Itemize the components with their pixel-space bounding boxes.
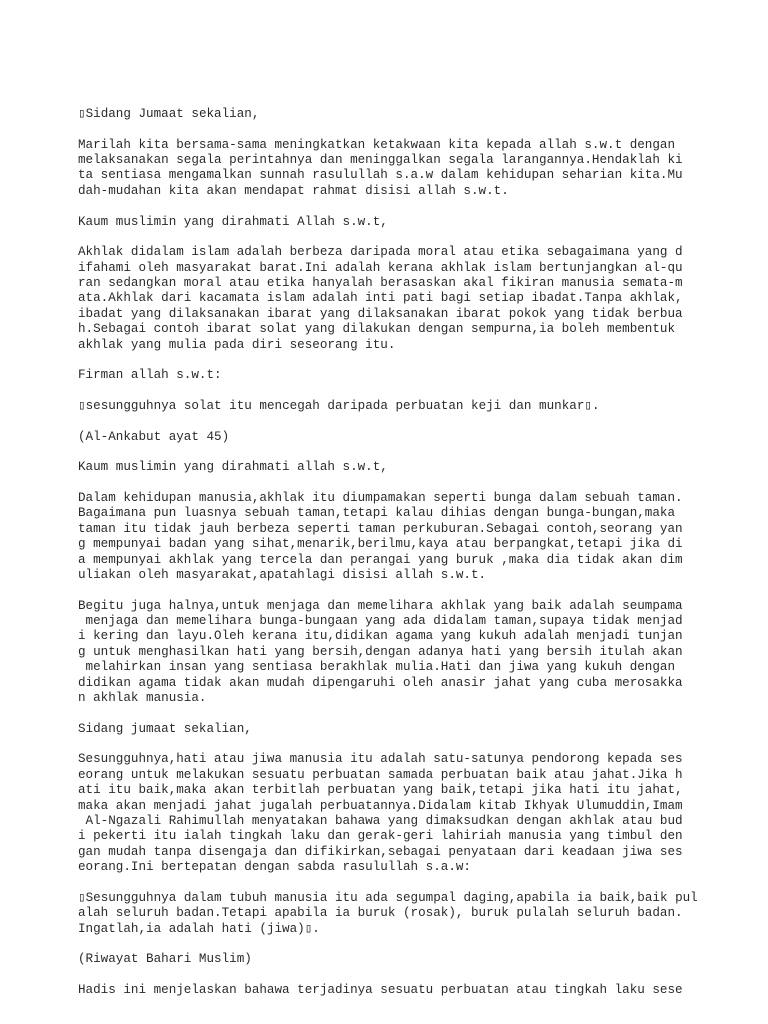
paragraph <box>78 460 758 475</box>
text-line: g untuk menghasilkan hati yang bersih,dengan adanya hati yang bersih itulah akan <box>78 644 683 659</box>
text-line: ata.Akhlak dari kacamata islam adalah inti pati bagi setiap ibadat.Tanpa akhlak, <box>78 291 683 306</box>
text-line: Kaum muslimin yang dirahmati allah s.w.t, <box>78 460 388 475</box>
paragraph-gap <box>78 445 758 460</box>
paragraph <box>78 599 758 707</box>
paragraph-gap <box>78 937 758 952</box>
text-line: melahirkan insan yang sentiasa berakhlak mulia.Hati dan jiwa yang kukuh dengan <box>78 660 676 675</box>
text-line: akhlak yang mulia pada diri seseorang itu. <box>78 337 396 352</box>
paragraph <box>78 983 758 998</box>
text-line: melaksanakan segala perintahnya dan meninggalkan segala larangannya.Hendaklah ki <box>78 153 683 168</box>
paragraph-gap <box>78 737 758 752</box>
text-line: ifahami oleh masyarakat barat.Ini adalah kerana akhlak islam bertunjangkan al-qu <box>78 260 683 275</box>
paragraph-gap <box>78 876 758 891</box>
text-line: ta sentiasa mengamalkan sunnah rasulullah s.a.w dalam kehidupan seharian kita.Mu <box>78 168 683 183</box>
text-line: Dalam kehidupan manusia,akhlak itu diumpamakan seperti bunga dalam sebuah taman. <box>78 491 683 506</box>
paragraph <box>78 215 758 230</box>
text-line: dah-mudahan kita akan mendapat rahmat disisi allah s.w.t. <box>78 183 509 198</box>
text-line: ▯Sidang Jumaat sekalian, <box>78 107 260 121</box>
paragraph-gap <box>78 968 758 983</box>
text-line: uliakan oleh masyarakat,apatahlagi disisi allah s.w.t. <box>78 567 487 582</box>
paragraph-gap <box>78 384 758 399</box>
paragraph <box>78 430 758 445</box>
text-line: menjaga dan memelihara bunga-bungaan yang ada didalam taman,supaya tidak menjad <box>78 614 683 629</box>
text-line: Akhlak didalam islam adalah berbeza daripada moral atau etika sebagaimana yang d <box>78 245 683 260</box>
paragraph <box>78 138 758 200</box>
text-line: gan mudah tanpa disengaja dan difikirkan,sebagai penyataan dari keadaan jiwa ses <box>78 844 683 859</box>
text-line: Marilah kita bersama-sama meningkatkan ketakwaan kita kepada allah s.w.t dengan <box>78 137 676 152</box>
text-line: taman itu tidak jauh berbeza seperti taman perkuburan.Sebagai contoh,seorang yan <box>78 521 683 536</box>
text-line: g mempunyai badan yang sihat,menarik,berilmu,kaya atau berpangkat,tetapi jika di <box>78 537 683 552</box>
text-line: (Al-Ankabut ayat 45) <box>78 429 230 444</box>
text-line: Sesungguhnya,hati atau jiwa manusia itu adalah satu-satunya pendorong kepada ses <box>78 752 683 767</box>
text-line: i pekerti itu ialah tingkah laku dan gerak-geri lahiriah manusia yang timbul den <box>78 829 683 844</box>
text-line: maka akan menjadi jahat jugalah perbuatannya.Didalam kitab Ikhyak Ulumuddin,Imam <box>78 798 683 813</box>
text-line: Ingatlah,ia adalah hati (jiwa)▯. <box>78 921 320 936</box>
paragraph-gap <box>78 583 758 598</box>
paragraph <box>78 491 758 583</box>
text-line: eorang.Ini bertepatan dengan sabda rasulullah s.a.w: <box>78 860 471 875</box>
text-line: n akhlak manusia. <box>78 691 207 705</box>
paragraph <box>78 722 758 737</box>
text-line: ati itu baik,maka akan terbitlah perbuatan yang baik,tetapi jika hati itu jahat, <box>78 783 683 798</box>
text-line: ibadat yang dilaksanakan ibarat yang dilaksanakan ibarat pokok yang tidak berbua <box>78 306 683 321</box>
paragraph-gap <box>78 414 758 429</box>
paragraph <box>78 245 758 353</box>
text-line: Al-Ngazali Rahimullah menyatakan bahawa yang dimaksudkan dengan akhlak atau bud <box>78 813 683 828</box>
document-body <box>78 107 758 998</box>
text-line: Bagaimana pun luasnya sebuah taman,tetapi kalau dihias dengan bunga-bungan,maka <box>78 506 676 521</box>
text-line: eorang untuk melakukan sesuatu perbuatan samada perbuatan baik atau jahat.Jika h <box>78 767 683 782</box>
paragraph-gap <box>78 476 758 491</box>
text-line: Kaum muslimin yang dirahmati Allah s.w.t, <box>78 214 388 229</box>
paragraph <box>78 891 758 937</box>
text-line: Sidang jumaat sekalian, <box>78 721 252 736</box>
paragraph <box>78 752 758 875</box>
text-line: a mempunyai akhlak yang tercela dan perangai yang buruk ,maka dia tidak akan dim <box>78 552 683 567</box>
text-line: Hadis ini menjelaskan bahawa terjadinya sesuatu perbuatan atau tingkah laku sese <box>78 982 683 997</box>
text-line: i kering dan layu.Oleh kerana itu,didikan agama yang kukuh adalah menjadi tunjan <box>78 629 683 644</box>
paragraph <box>78 368 758 383</box>
text-line: didikan agama tidak akan mudah dipengaruhi oleh anasir jahat yang cuba merosakka <box>78 675 683 690</box>
text-line: ran sedangkan moral atau etika hanyalah berasaskan akal fikiran manusia semata-m <box>78 276 683 291</box>
text-line: Begitu juga halnya,untuk menjaga dan memelihara akhlak yang baik adalah seumpama <box>78 598 683 613</box>
paragraph-gap <box>78 706 758 721</box>
text-line: Firman allah s.w.t: <box>78 368 222 383</box>
paragraph-gap <box>78 199 758 214</box>
paragraph <box>78 107 758 122</box>
paragraph <box>78 952 758 967</box>
paragraph-gap <box>78 230 758 245</box>
paragraph-gap <box>78 353 758 368</box>
text-line: ▯sesungguhnya solat itu mencegah daripada perbuatan keji dan munkar▯. <box>78 398 600 413</box>
paragraph <box>78 399 758 414</box>
text-line: (Riwayat Bahari Muslim) <box>78 952 252 967</box>
paragraph-gap <box>78 122 758 137</box>
text-line: h.Sebagai contoh ibarat solat yang dilakukan dengan sempurna,ia boleh membentuk <box>78 322 676 337</box>
text-line: ▯Sesungguhnya dalam tubuh manusia itu ada segumpal daging,apabila ia baik,baik pul <box>78 890 698 905</box>
text-line: alah seluruh badan.Tetapi apabila ia buruk (rosak), buruk pulalah seluruh badan. <box>78 906 683 921</box>
